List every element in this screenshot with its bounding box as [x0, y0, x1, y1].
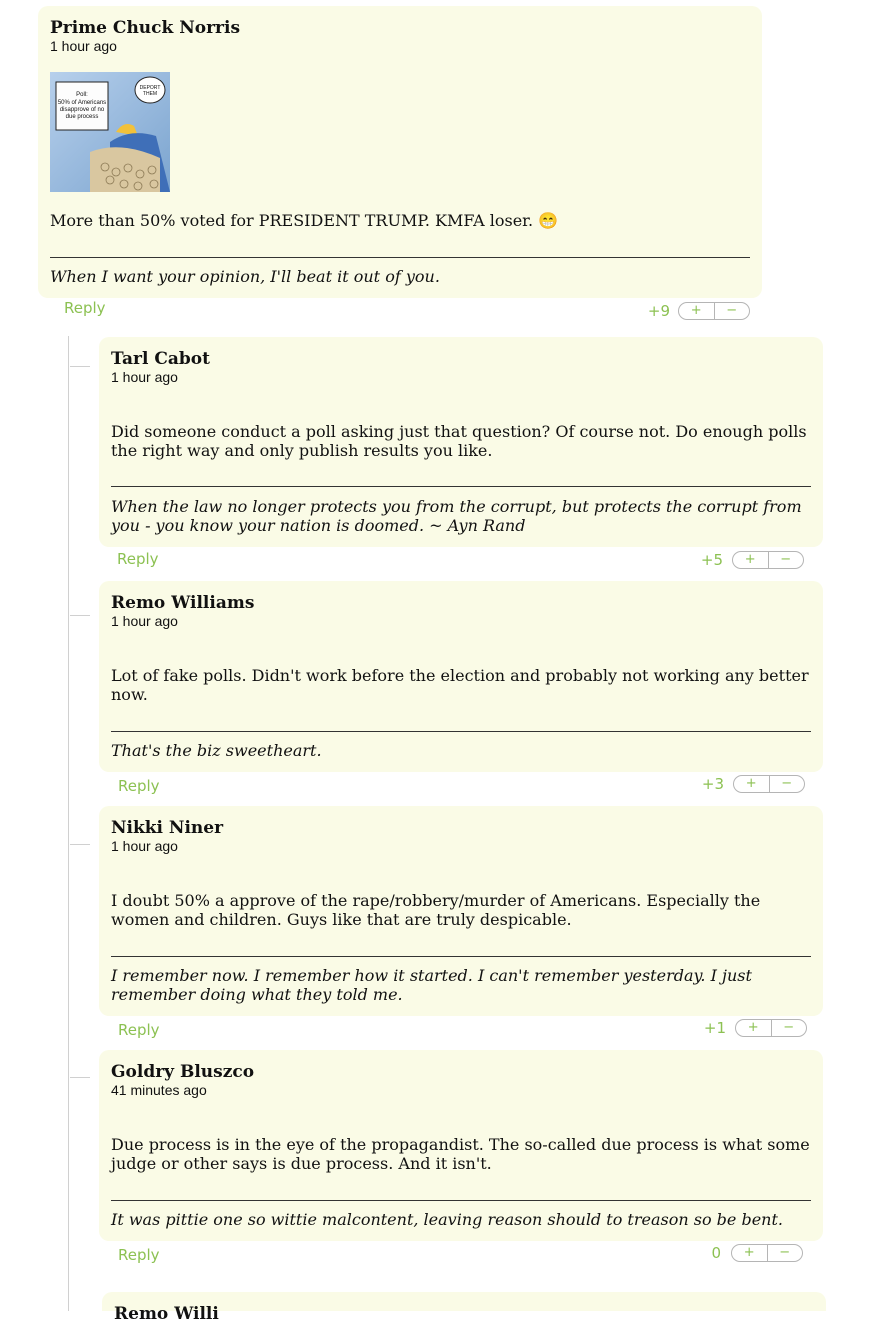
comment-author[interactable]: Prime Chuck Norris [50, 18, 241, 38]
svg-text:THEM: THEM [142, 91, 158, 97]
comment-body: I doubt 50% a approve of the rape/robbery/murder of Americans. Especially the women and children. Guys like that are truly despicable. [111, 891, 761, 929]
signature-divider [111, 731, 811, 732]
comment-author[interactable]: Tarl Cabot [111, 349, 210, 369]
vote-control [678, 302, 750, 320]
vote-control [732, 551, 804, 569]
svg-text:due process: due process [65, 114, 99, 120]
comment-timestamp: 1 hour ago [111, 369, 178, 385]
comment-card [102, 1292, 826, 1324]
thread-connector [70, 844, 90, 845]
svg-text:disapprove of no: disapprove of no [59, 107, 105, 113]
comment-card [99, 337, 823, 547]
reply-button[interactable]: Reply [118, 777, 160, 795]
cartoon-image [50, 72, 170, 192]
signature-divider [111, 486, 811, 487]
comment-card [99, 806, 823, 1016]
downvote-button[interactable]: − [726, 303, 738, 318]
upvote-button[interactable]: + [732, 1245, 768, 1261]
reply-button[interactable]: Reply [64, 299, 106, 317]
reply-button[interactable]: Reply [118, 1246, 160, 1264]
signature-divider [111, 1200, 811, 1201]
svg-text:Poll:: Poll: [76, 92, 88, 98]
vote-control [733, 775, 805, 793]
reply-button[interactable]: Reply [117, 550, 159, 568]
comment-signature: I remember now. I remember how it started. I can't remember yesterday. I just remember doing what they told me. [111, 966, 752, 1004]
thread-connector [70, 615, 90, 616]
vote-score: +9 [647, 302, 670, 320]
downvote-button[interactable]: − [781, 776, 793, 791]
comment-signature: That's the biz sweetheart. [111, 741, 322, 760]
upvote-button[interactable]: + [736, 1020, 772, 1036]
comment-timestamp: 41 minutes ago [111, 1082, 207, 1098]
comment-timestamp: 1 hour ago [111, 838, 178, 854]
upvote-button[interactable]: + [734, 776, 770, 792]
thread-connector [70, 1077, 90, 1078]
comment-card [99, 1050, 823, 1241]
vote-score: +3 [701, 775, 724, 793]
comment-body: Did someone conduct a poll asking just that question? Of course not. Do enough polls the right way and only publish results you like. [111, 422, 807, 460]
comment-body: More than 50% voted for PRESIDENT TRUMP. KMFA loser. 😁 [50, 211, 559, 230]
vote-score: +1 [703, 1019, 726, 1037]
thread-line [68, 336, 69, 1311]
downvote-button[interactable]: − [780, 552, 792, 567]
signature-divider [50, 257, 750, 258]
svg-text:50% of Americans: 50% of Americans [57, 100, 107, 106]
reply-button[interactable]: Reply [118, 1021, 160, 1039]
comment-timestamp: 1 hour ago [50, 38, 117, 54]
comment-author[interactable]: Nikki Niner [111, 818, 224, 838]
vote-score: +5 [700, 551, 723, 569]
comment-card [38, 6, 762, 298]
upvote-button[interactable]: + [733, 552, 769, 568]
comment-body: Lot of fake polls. Didn't work before the election and probably not working any better now. [111, 666, 809, 704]
comment-author[interactable]: Goldry Bluszco [111, 1062, 255, 1082]
comment-author[interactable]: Remo Williams [111, 593, 255, 613]
comment-signature: When the law no longer protects you from the corrupt, but protects the corrupt from you - you know your nation is doomed. ~ Ayn Rand [111, 497, 802, 535]
comment-image[interactable] [50, 72, 170, 192]
upvote-button[interactable]: + [679, 303, 715, 319]
vote-control [731, 1244, 803, 1262]
svg-text:DEPORT: DEPORT [139, 85, 161, 91]
comment-signature: It was pittie one so wittie malcontent, leaving reason should to treason so be bent. [111, 1210, 783, 1229]
comment-author[interactable]: Remo Willi [114, 1304, 219, 1324]
thread-connector [70, 366, 90, 367]
vote-score: 0 [711, 1244, 721, 1262]
downvote-button[interactable]: − [779, 1245, 791, 1260]
comment-body: Due process is in the eye of the propagandist. The so-called due process is what some judge or other says is due process. And it isn't. [111, 1135, 810, 1173]
comment-signature: When I want your opinion, I'll beat it out of you. [50, 267, 440, 286]
vote-control [735, 1019, 807, 1037]
comment-card [99, 581, 823, 772]
signature-divider [111, 956, 811, 957]
comment-timestamp: 1 hour ago [111, 613, 178, 629]
downvote-button[interactable]: − [783, 1020, 795, 1035]
